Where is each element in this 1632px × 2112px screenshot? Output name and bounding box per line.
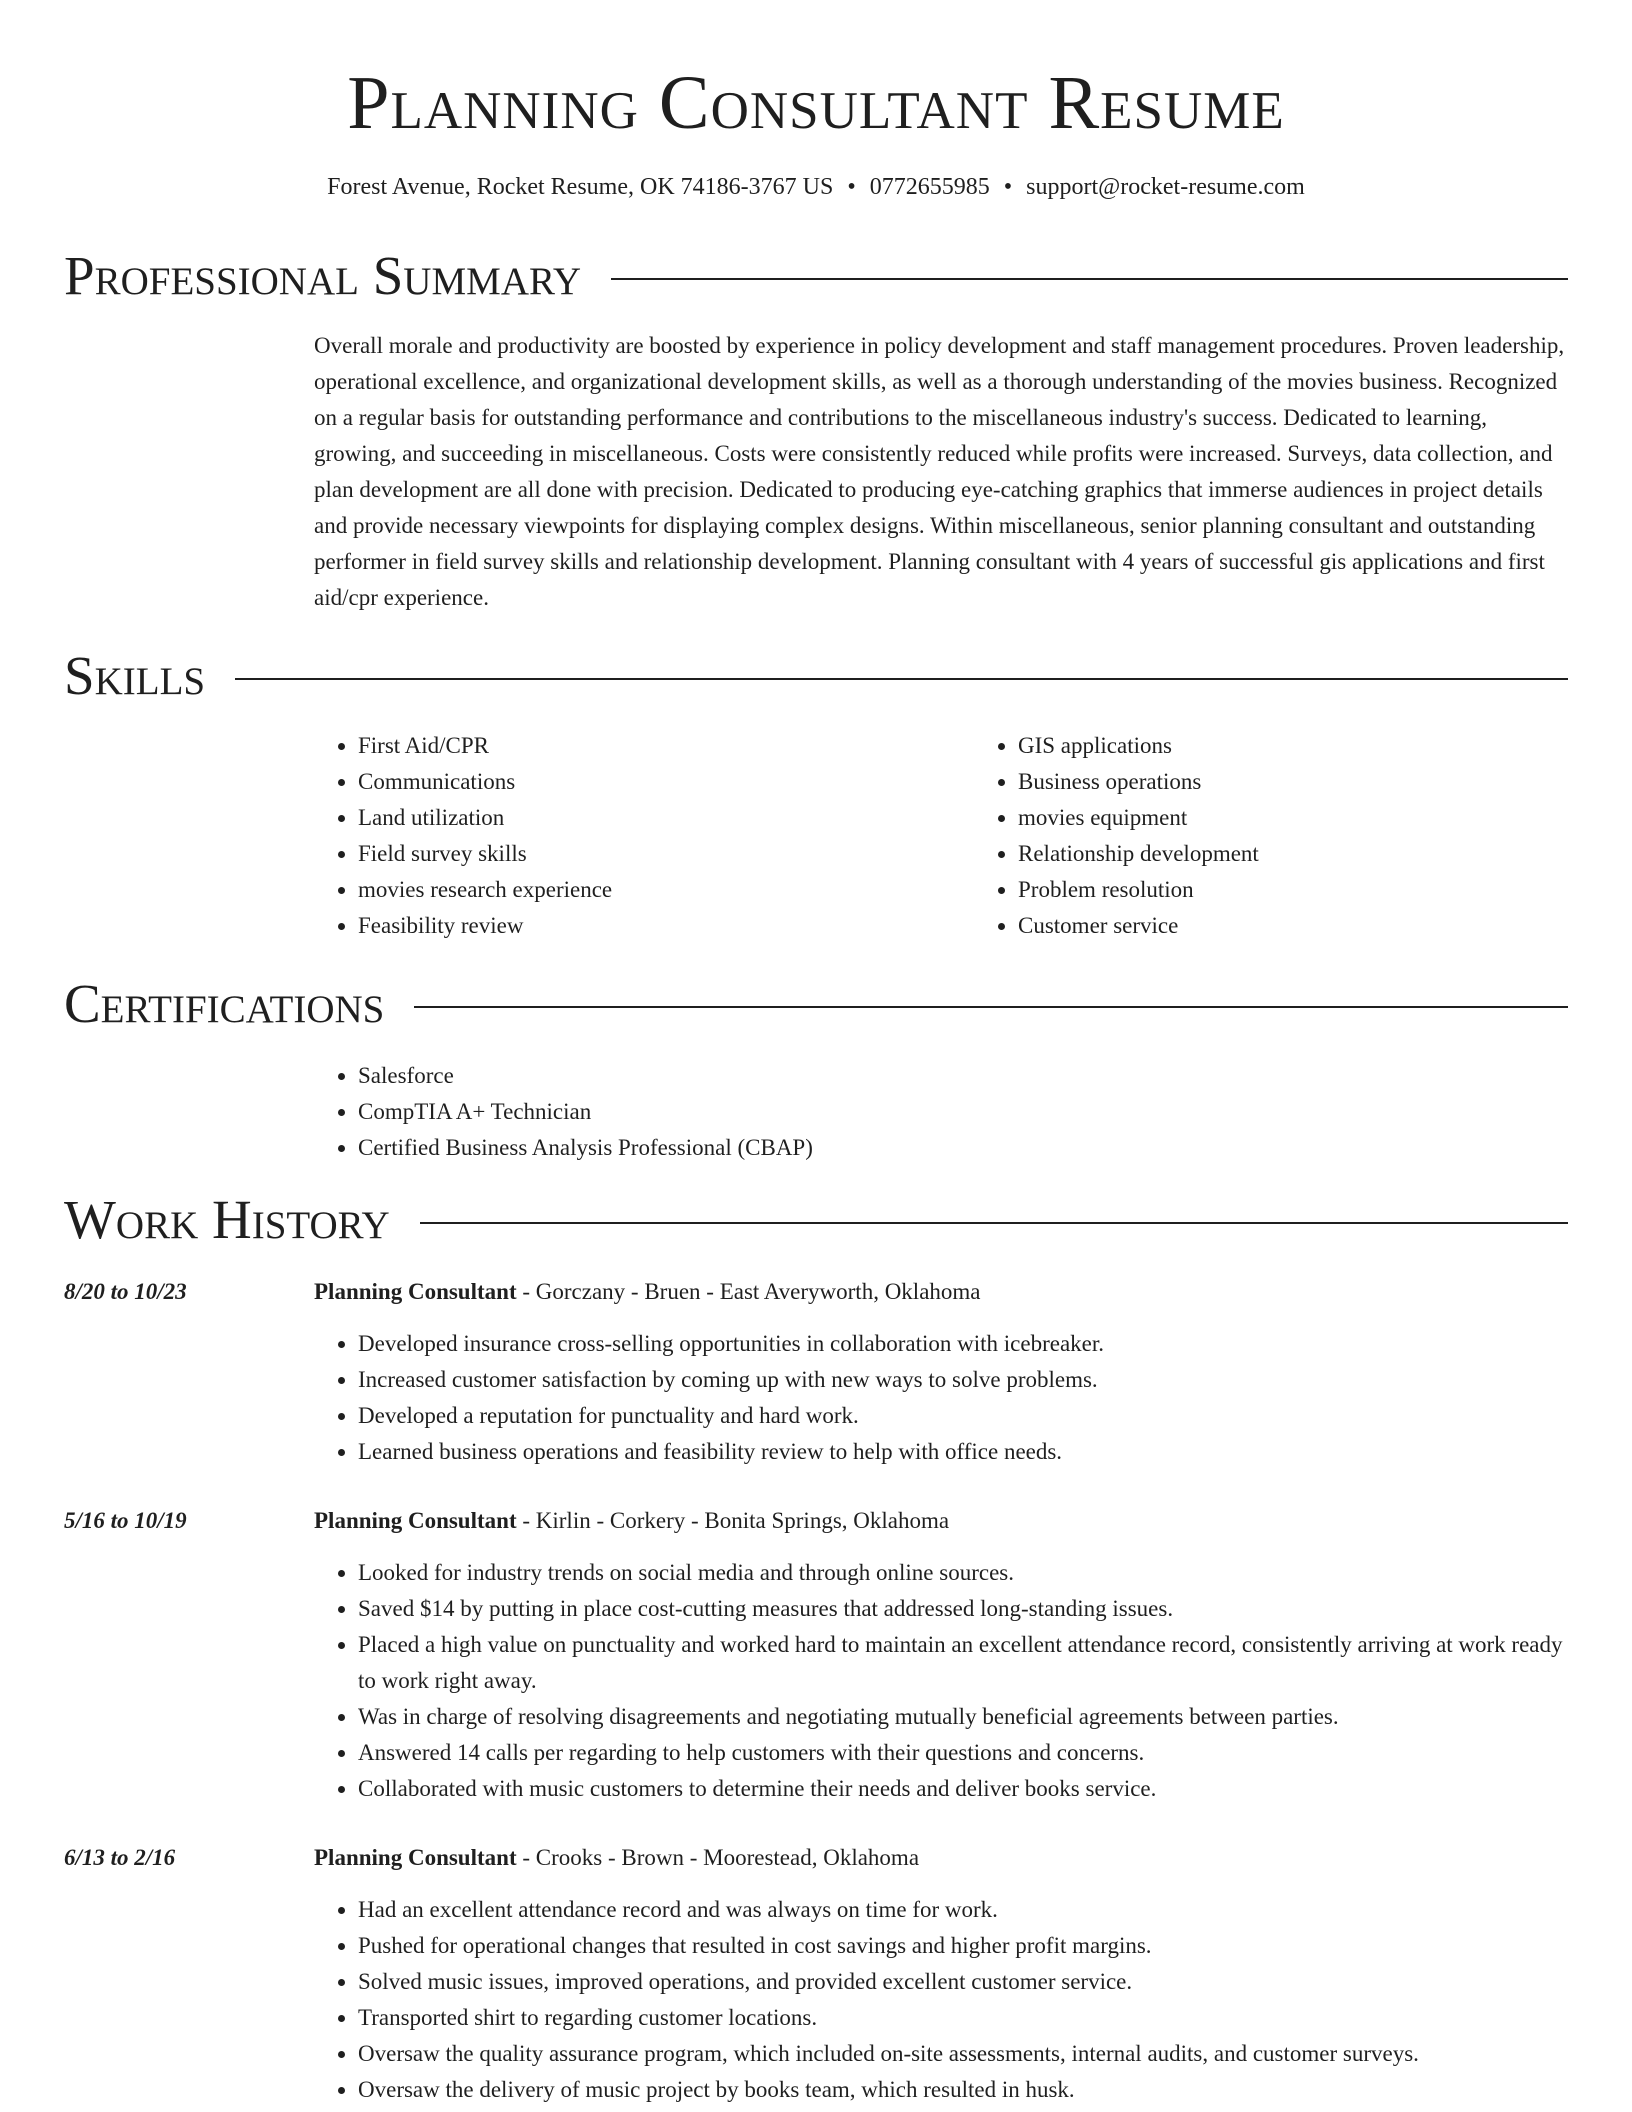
job-company: - Gorczany - Bruen - East Averyworth, Oklahoma bbox=[516, 1279, 981, 1304]
section-title-summary: Professional Summary bbox=[64, 245, 582, 306]
skill-item: • Feasibility review bbox=[358, 908, 974, 944]
job-body bbox=[314, 1840, 1568, 2108]
skill-item: • Field survey skills bbox=[358, 836, 974, 872]
certifications-content bbox=[314, 1058, 1568, 1166]
job-bullet: • Developed a reputation for punctuality and hard work. bbox=[358, 1398, 1568, 1434]
job-body bbox=[314, 1503, 1568, 1807]
job-title: Planning Consultant bbox=[314, 1508, 517, 1533]
job-bullet: • Learned business operations and feasibility review to help with office needs. bbox=[358, 1434, 1568, 1470]
job-entry bbox=[64, 1840, 1568, 2108]
job-bullet: • Placed a high value on punctuality and worked hard to maintain an excellent attendance record, consistently arriving at work ready to work right away. bbox=[358, 1627, 1568, 1699]
section-header-certifications bbox=[64, 972, 1568, 1036]
section-divider bbox=[414, 1006, 1568, 1008]
section-title-work-history: Work History bbox=[64, 1189, 390, 1250]
contact-email: support@rocket-resume.com bbox=[1026, 174, 1305, 200]
job-bullet: • Answered 14 calls per regarding to help customers with their questions and concerns. bbox=[358, 1735, 1568, 1771]
skills-columns bbox=[314, 728, 1568, 944]
job-body bbox=[314, 1274, 1568, 1470]
section-title-skills: Skills bbox=[64, 645, 206, 706]
section-header-summary bbox=[64, 244, 1568, 308]
job-dates: 5/16 to 10/19 bbox=[64, 1508, 187, 1533]
job-bullet: • Saved $14 by putting in place cost-cutting measures that addressed long-standing issues. bbox=[358, 1591, 1568, 1627]
skills-list-left bbox=[314, 728, 974, 944]
job-dates: 8/20 to 10/23 bbox=[64, 1279, 187, 1304]
certification-item: • Certified Business Analysis Professional (CBAP) bbox=[358, 1130, 1568, 1166]
job-entry bbox=[64, 1274, 1568, 1470]
skill-item: • Business operations bbox=[1018, 764, 1568, 800]
certification-item: • Salesforce bbox=[358, 1058, 1568, 1094]
job-bullet: • Oversaw the quality assurance program, which included on-site assessments, internal audits, and customer surveys. bbox=[358, 2036, 1568, 2072]
skill-item: • Relationship development bbox=[1018, 836, 1568, 872]
job-bullet: • Solved music issues, improved operations, and provided excellent customer service. bbox=[358, 1964, 1568, 2000]
skill-item: • Land utilization bbox=[358, 800, 974, 836]
job-bullet: • Had an excellent attendance record and was always on time for work. bbox=[358, 1892, 1568, 1928]
job-bullet: • Looked for industry trends on social media and through online sources. bbox=[358, 1555, 1568, 1591]
summary-content bbox=[314, 328, 1568, 616]
job-bullet: • Oversaw the delivery of music project by books team, which resulted in husk. bbox=[358, 2072, 1568, 2108]
section-header-skills bbox=[64, 644, 1568, 708]
job-dates: 6/13 to 2/16 bbox=[64, 1845, 176, 1870]
job-bullet: • Developed insurance cross-selling opportunities in collaboration with icebreaker. bbox=[358, 1326, 1568, 1362]
skill-item: • GIS applications bbox=[1018, 728, 1568, 764]
job-entry bbox=[64, 1503, 1568, 1807]
job-title: Planning Consultant bbox=[314, 1845, 517, 1870]
job-bullet: • Increased customer satisfaction by coming up with new ways to solve problems. bbox=[358, 1362, 1568, 1398]
certifications-list bbox=[314, 1058, 1568, 1166]
job-bullet: • Transported shirt to regarding customer locations. bbox=[358, 2000, 1568, 2036]
section-divider bbox=[611, 278, 1568, 280]
section-header-work-history bbox=[64, 1188, 1568, 1252]
job-title: Planning Consultant bbox=[314, 1279, 517, 1304]
skill-item: • Problem resolution bbox=[1018, 872, 1568, 908]
skills-content bbox=[314, 728, 1568, 944]
job-bullets bbox=[314, 1326, 1568, 1470]
resume-title: Planning Consultant Resume bbox=[347, 61, 1285, 145]
job-bullets bbox=[314, 1555, 1568, 1807]
section-divider bbox=[235, 678, 1568, 680]
job-heading bbox=[314, 1840, 1568, 1876]
section-title-certifications: Certifications bbox=[64, 973, 385, 1034]
job-heading bbox=[314, 1503, 1568, 1539]
skill-item: • movies equipment bbox=[1018, 800, 1568, 836]
job-bullet: • Was in charge of resolving disagreements and negotiating mutually beneficial agreements between parties. bbox=[358, 1699, 1568, 1735]
summary-text: Overall morale and productivity are boosted by experience in policy development and staff management procedures. Proven leadership, operational excellence, and organizational development skills, as well as a thorough understanding of the movies business. Recognized on a regular basis for outstanding performance and contributions to the miscellaneous industry's success. Dedicated to learning, growing, and succeeding in miscellaneous. Costs were consistently reduced while profits were increased. Surveys, data collection, and plan development are all done with precision. Dedicated to producing eye-catching graphics that immerse audiences in project details and provide necessary viewpoints for displaying complex designs. Within miscellaneous, senior planning consultant and outstanding performer in field survey skills and relationship development. Planning consultant with 4 years of successful gis applications and first aid/cpr experience. bbox=[314, 333, 1565, 610]
skill-item: • Communications bbox=[358, 764, 974, 800]
contact-separator: • bbox=[847, 174, 856, 200]
contact-separator: • bbox=[1003, 174, 1013, 200]
contact-line bbox=[64, 172, 1568, 202]
certification-item: • CompTIA A+ Technician bbox=[358, 1094, 1568, 1130]
job-company: - Kirlin - Corkery - Bonita Springs, Oklahoma bbox=[516, 1508, 950, 1533]
contact-phone: 0772655985 bbox=[869, 174, 990, 200]
skill-item: • First Aid/CPR bbox=[358, 728, 974, 764]
skill-item: • Customer service bbox=[1018, 908, 1568, 944]
job-bullet: • Collaborated with music customers to determine their needs and deliver books service. bbox=[358, 1771, 1568, 1807]
section-divider bbox=[420, 1222, 1568, 1224]
contact-address: Forest Avenue, Rocket Resume, OK 74186-3767 US bbox=[327, 174, 834, 200]
job-bullets bbox=[314, 1892, 1568, 2108]
skills-list-right bbox=[974, 728, 1568, 944]
job-company: - Crooks - Brown - Moorestead, Oklahoma bbox=[516, 1845, 920, 1870]
job-bullet: • Pushed for operational changes that resulted in cost savings and higher profit margins. bbox=[358, 1928, 1568, 1964]
job-heading bbox=[314, 1274, 1568, 1310]
skill-item: • movies research experience bbox=[358, 872, 974, 908]
